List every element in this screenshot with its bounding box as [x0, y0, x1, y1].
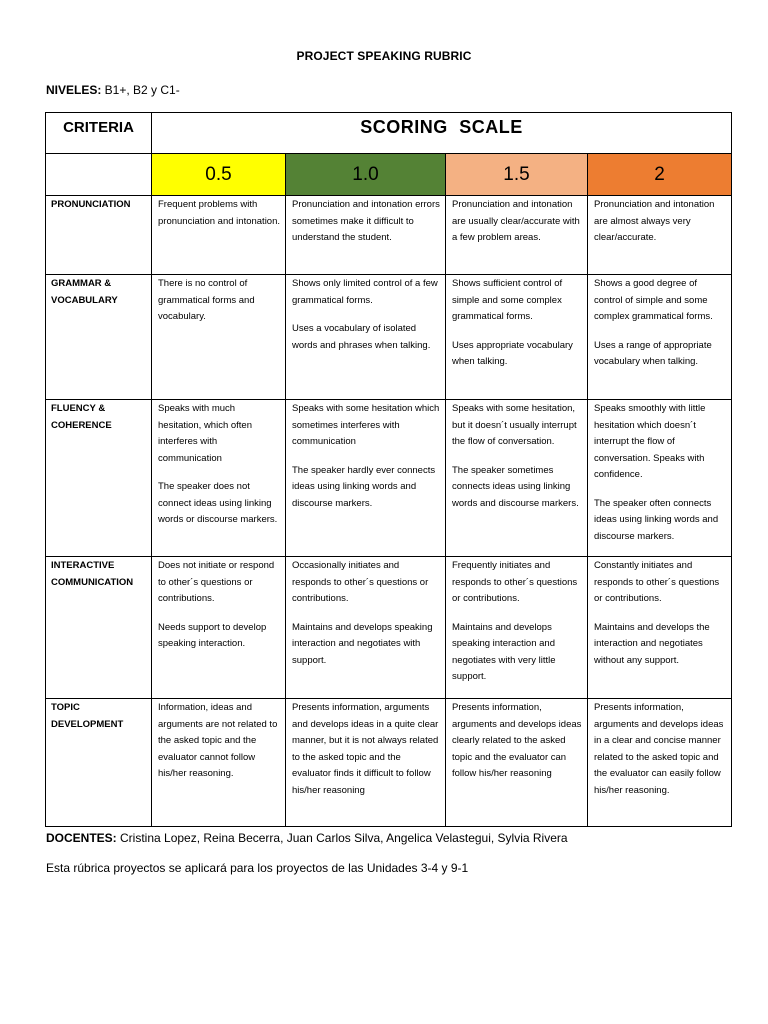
- descriptor-text: The speaker sometimes connects ideas using linking words and discourse markers.: [452, 464, 579, 509]
- criterion-label: TOPIC DEVELOPMENT: [46, 699, 152, 827]
- descriptor-text: Frequently initiates and responds to other´s questions or contributions.: [452, 560, 578, 604]
- rubric-table: [45, 112, 732, 827]
- score-row-blank: [46, 154, 152, 196]
- descriptor-cell: [446, 699, 588, 827]
- descriptor-text: Presents information, arguments and develops ideas clearly related to the asked topic and the evaluator can follow his/her reasoning: [452, 702, 582, 779]
- descriptor-text: Uses a range of appropriate vocabulary when talking.: [594, 339, 712, 367]
- descriptor-cell: [152, 699, 286, 827]
- criterion-label: PRONUNCIATION: [46, 196, 152, 275]
- descriptor-text: Speaks smoothly with little hesitation which doesn´t interrupt the flow of conversation. Speaks with confidence.: [594, 403, 706, 480]
- descriptor-text: Needs support to develop speaking interaction.: [158, 621, 267, 649]
- descriptor-cell: [446, 557, 588, 699]
- descriptor-text: Information, ideas and arguments are not related to the asked topic and the evaluator cannot follow his/her reasoning.: [158, 702, 278, 779]
- teachers-value: Cristina Lopez, Reina Becerra, Juan Carlos Silva, Angelica Velastegui, Sylvia Rivera: [116, 831, 568, 845]
- header-row: [46, 113, 732, 154]
- descriptor-text: Frequent problems with pronunciation and intonation.: [158, 199, 281, 227]
- descriptor-text: Maintains and develops speaking interaction and negotiates with very little support.: [452, 621, 556, 682]
- score-0-5: 0.5: [152, 154, 286, 196]
- descriptor-cell: [446, 275, 588, 400]
- descriptor-cell: [152, 557, 286, 699]
- descriptor-text: Maintains and develops the interaction and negotiates without any support.: [594, 621, 710, 666]
- criterion-label: FLUENCY & COHERENCE: [46, 400, 152, 557]
- descriptor-cell: [588, 557, 732, 699]
- rubric-row: [46, 699, 732, 827]
- rubric-row: [46, 196, 732, 275]
- descriptor-text: Speaks with some hesitation which sometimes interferes with communication: [292, 403, 440, 447]
- descriptor-cell: [446, 196, 588, 275]
- descriptor-text: The speaker often connects ideas using linking words and discourse markers.: [594, 497, 719, 542]
- descriptor-cell: [286, 196, 446, 275]
- descriptor-cell: [286, 400, 446, 557]
- score-1-0: 1.0: [286, 154, 446, 196]
- descriptor-text: Shows a good degree of control of simple and some complex grammatical forms.: [594, 278, 713, 322]
- descriptor-cell: [152, 400, 286, 557]
- descriptor-cell: [286, 275, 446, 400]
- teachers-label: DOCENTES:: [46, 831, 117, 845]
- descriptor-cell: [588, 196, 732, 275]
- descriptor-text: The speaker hardly ever connects ideas using linking words and discourse markers.: [292, 464, 436, 509]
- descriptor-cell: [152, 275, 286, 400]
- descriptor-text: Shows only limited control of a few grammatical forms.: [292, 278, 438, 306]
- criteria-header: CRITERIA: [46, 113, 152, 154]
- descriptor-cell: [588, 699, 732, 827]
- rubric-row: [46, 275, 732, 400]
- rubric-row: [46, 400, 732, 557]
- descriptor-text: Does not initiate or respond to other´s questions or contributions.: [158, 560, 275, 604]
- descriptor-text: Presents information, arguments and develops ideas in a clear and concise manner related to the asked topic and the evaluator can easily follow his/her reasoning.: [594, 702, 724, 796]
- score-1-5: 1.5: [446, 154, 588, 196]
- descriptor-text: Constantly initiates and responds to other´s questions or contributions.: [594, 560, 720, 604]
- descriptor-text: Speaks with much hesitation, which often interferes with communication: [158, 403, 253, 464]
- score-row: [46, 154, 732, 196]
- descriptor-text: Speaks with some hesitation, but it doesn´t usually interrupt the flow of conversation.: [452, 403, 577, 447]
- levels-line: [46, 83, 180, 97]
- descriptor-cell: [286, 699, 446, 827]
- descriptor-text: Occasionally initiates and responds to other´s questions or contributions.: [292, 560, 429, 604]
- descriptor-cell: [446, 400, 588, 557]
- levels-value: B1+, B2 y C1-: [101, 83, 180, 97]
- criterion-label: INTERACTIVE COMMUNICATION: [46, 557, 152, 699]
- descriptor-text: Uses appropriate vocabulary when talking.: [452, 339, 573, 367]
- descriptor-cell: [286, 557, 446, 699]
- score-2: 2: [588, 154, 732, 196]
- descriptor-text: Pronunciation and intonation errors sometimes make it difficult to understand the student.: [292, 199, 440, 243]
- descriptor-text: Pronunciation and intonation are almost always very clear/accurate.: [594, 199, 715, 243]
- descriptor-text: Maintains and develops speaking interaction and negotiates with support.: [292, 621, 433, 666]
- teachers-line: [46, 831, 568, 845]
- descriptor-text: There is no control of grammatical forms and vocabulary.: [158, 278, 255, 322]
- levels-label: NIVELES:: [46, 83, 102, 97]
- criterion-label: GRAMMAR & VOCABULARY: [46, 275, 152, 400]
- page-title: PROJECT SPEAKING RUBRIC: [296, 49, 472, 63]
- descriptor-cell: [588, 275, 732, 400]
- footer-note: Esta rúbrica proyectos se aplicará para los proyectos de las Unidades 3-4 y 9-1: [46, 861, 469, 875]
- descriptor-text: Presents information, arguments and develops ideas in a quite clear manner, but it is not always related to the asked topic and the evaluator finds it difficult to follow his/her reasoning: [292, 702, 439, 796]
- descriptor-cell: [588, 400, 732, 557]
- descriptor-text: The speaker does not connect ideas using linking words or discourse markers.: [158, 481, 278, 525]
- rubric-row: [46, 557, 732, 699]
- descriptor-text: Pronunciation and intonation are usually clear/accurate with a few problem areas.: [452, 199, 580, 243]
- descriptor-text: Shows sufficient control of simple and some complex grammatical forms.: [452, 278, 563, 322]
- scoring-scale-header: SCORING SCALE: [152, 113, 732, 154]
- descriptor-cell: [152, 196, 286, 275]
- descriptor-text: Uses a vocabulary of isolated words and phrases when talking.: [292, 323, 431, 351]
